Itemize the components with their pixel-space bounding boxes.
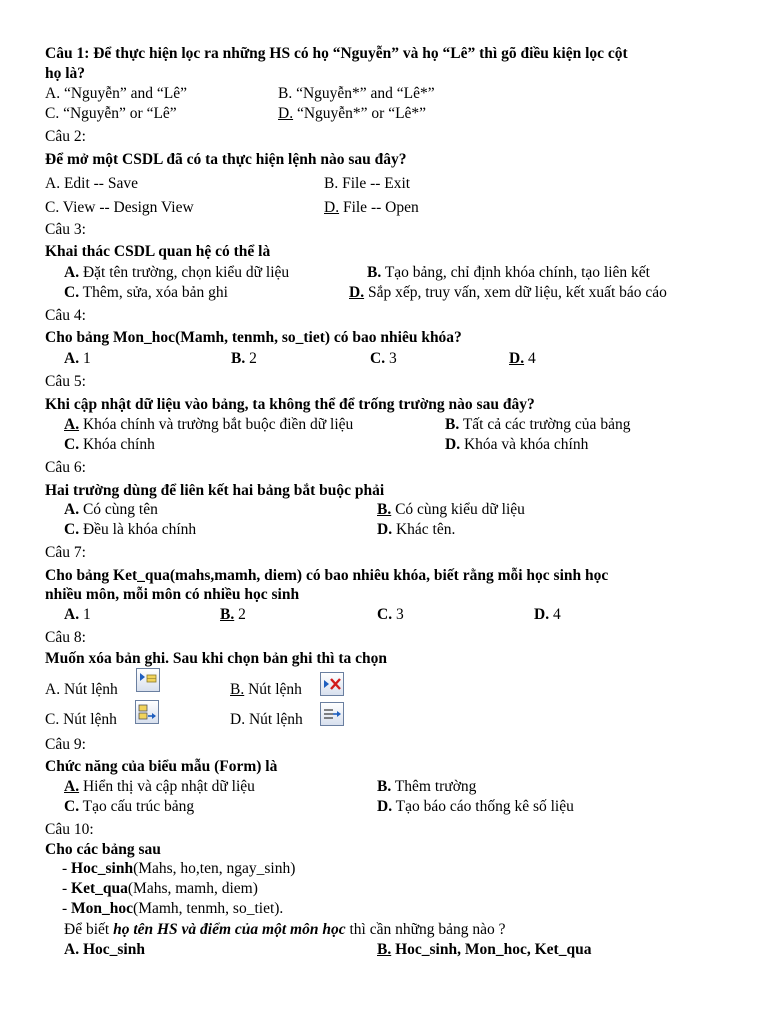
q5-stem: Khi cập nhật dữ liệu vào bảng, ta không thể để trống trường nào sau đây? [45, 396, 535, 413]
q3-option-b-letter: B. [367, 264, 382, 281]
q8-option-a: A. Nút lệnh [45, 681, 118, 698]
q7-option-a [64, 605, 91, 624]
q6-option-a-letter: A. [64, 501, 80, 518]
q4-option-a [64, 349, 91, 368]
q10-question-pre: Để biết [64, 921, 114, 938]
q3-option-d-letter: D. [349, 284, 365, 301]
q1-option-d-letter: D. [278, 105, 294, 122]
q2-option-a: A. Edit -- Save [45, 175, 138, 192]
q10-option-a: A. Hoc_sinh [64, 941, 145, 958]
q7-stem-line1: Cho bảng Ket_qua(mahs,mamh, diem) có bao nhiêu khóa, biết rằng mỗi học sinh học [45, 567, 609, 584]
q6-option-b-letter: B. [377, 501, 392, 518]
q10-option-b-text: Hoc_sinh, Mon_hoc, Ket_qua [391, 941, 592, 958]
q9-option-c-text: Tạo cấu trúc bảng [79, 798, 195, 815]
q1-option-b: B. “Nguyễn*” and “Lê*” [278, 85, 435, 102]
q7-option-c [377, 605, 404, 624]
q6-option-d [377, 520, 455, 539]
q10-table-hoc-sinh-fields: (Mahs, ho,ten, ngay_sinh) [133, 860, 296, 877]
q8-option-d: D. Nút lệnh [230, 711, 303, 728]
q5-option-d [445, 435, 588, 454]
q3-option-c-text: Thêm, sửa, xóa bản ghi [79, 284, 228, 301]
q10-table-ket-qua-name: Ket_qua [71, 880, 128, 897]
record-selector-icon [136, 668, 160, 692]
q1-stem-line2: họ là? [45, 65, 86, 82]
q10-table-mon-hoc-name: Mon_hoc [71, 900, 134, 917]
q5-option-a-letter: A. [64, 416, 80, 433]
q8-stem: Muốn xóa bản ghi. Sau khi chọn bản ghi thì ta chọn [45, 650, 387, 667]
q10-table-mon-hoc: - Mon_hoc(Mamh, tenmh, so_tiet). [62, 900, 284, 917]
q4-option-d [509, 349, 536, 368]
q2-option-b: B. File -- Exit [324, 175, 411, 192]
q5-option-c-text: Khóa chính [79, 436, 155, 453]
q6-stem: Hai trường dùng để liên kết hai bảng bắt buộc phải [45, 482, 385, 499]
q10-table-ket-qua: - Ket_qua(Mahs, mamh, diem) [62, 880, 258, 897]
q7-label: Câu 7: [45, 544, 86, 561]
q5-option-d-text: Khóa và khóa chính [460, 436, 589, 453]
q7-option-a-text: 1 [79, 606, 91, 623]
q3-option-c-letter: C. [64, 284, 80, 301]
q10-table-mon-hoc-fields: (Mamh, tenmh, so_tiet). [133, 900, 284, 917]
q6-option-a-text: Có cùng tên [79, 501, 158, 518]
q4-option-d-letter: D. [509, 350, 525, 367]
q9-option-b-letter: B. [377, 778, 392, 795]
q6-option-c-text: Đều là khóa chính [79, 521, 197, 538]
q3-label: Câu 3: [45, 221, 86, 238]
q7-option-c-text: 3 [392, 606, 404, 623]
q5-option-b [445, 415, 630, 434]
q4-option-c-letter: C. [370, 350, 386, 367]
q10-table-hoc-sinh-name: Hoc_sinh [71, 860, 134, 877]
q8-option-b-text: Nút lệnh [244, 681, 302, 698]
q9-option-b-text: Thêm trường [391, 778, 477, 795]
q10-label: Câu 10: [45, 821, 94, 838]
q7-option-d-text: 4 [549, 606, 561, 623]
q6-option-b [377, 500, 525, 519]
q4-option-c-text: 3 [385, 350, 397, 367]
q1-stem-line1: Câu 1: Để thực hiện lọc ra những HS có họ “Nguyễn” và họ “Lê” thì gõ điều kiện lọc cột [45, 45, 628, 62]
q4-option-c [370, 349, 397, 368]
q4-option-d-text: 4 [524, 350, 536, 367]
q4-option-b-text: 2 [245, 350, 257, 367]
q8-option-b-letter: B. [230, 681, 245, 698]
q10-option-b [377, 940, 591, 959]
q5-option-a-text: Khóa chính và trường bắt buộc điền dữ liệu [79, 416, 354, 433]
q1-option-c: C. “Nguyễn” or “Lê” [45, 105, 177, 122]
q5-label: Câu 5: [45, 373, 86, 390]
q5-option-b-text: Tất cả các trường của bảng [459, 416, 631, 433]
q9-option-a [64, 777, 255, 796]
q9-label: Câu 9: [45, 736, 86, 753]
q9-option-d [377, 797, 574, 816]
q1-option-d [278, 104, 426, 123]
q4-label: Câu 4: [45, 307, 86, 324]
q3-option-a-text: Đặt tên trường, chọn kiểu dữ liệu [79, 264, 290, 281]
q9-option-c-letter: C. [64, 798, 80, 815]
q4-option-a-letter: A. [64, 350, 80, 367]
q4-stem: Cho bảng Mon_hoc(Mamh, tenmh, so_tiet) có bao nhiêu khóa? [45, 329, 462, 346]
q7-option-b-letter: B. [220, 606, 235, 623]
q6-label: Câu 6: [45, 459, 86, 476]
q3-option-c [64, 283, 228, 302]
q9-option-c [64, 797, 194, 816]
q9-option-a-letter: A. [64, 778, 80, 795]
q9-option-b [377, 777, 476, 796]
q2-option-d-text: File -- Open [339, 199, 419, 216]
q10-option-b-letter: B. [377, 941, 392, 958]
q3-stem: Khai thác CSDL quan hệ có thể là [45, 243, 271, 260]
q5-option-b-letter: B. [445, 416, 460, 433]
q10-table-ket-qua-fields: (Mahs, mamh, diem) [127, 880, 258, 897]
q9-option-d-text: Tạo báo cáo thống kê số liệu [392, 798, 574, 815]
q10-stem: Cho các bảng sau [45, 841, 161, 858]
q7-stem-line2: nhiều môn, mỗi môn có nhiều học sinh [45, 586, 300, 603]
q2-stem: Để mở một CSDL đã có ta thực hiện lệnh nào sau đây? [45, 151, 407, 168]
q3-option-d [349, 283, 667, 302]
q5-option-a [64, 415, 353, 434]
q7-option-b-text: 2 [234, 606, 246, 623]
q6-option-d-letter: D. [377, 521, 393, 538]
q6-option-c [64, 520, 196, 539]
q4-option-b [231, 349, 257, 368]
q7-option-d-letter: D. [534, 606, 550, 623]
q2-option-d-letter: D. [324, 199, 340, 216]
q2-option-d [324, 198, 419, 217]
q3-option-a [64, 263, 289, 282]
q10-question-post: thì cần những bảng nào ? [345, 921, 506, 938]
q10-question [64, 920, 506, 939]
q6-option-c-letter: C. [64, 521, 80, 538]
q2-option-c: C. View -- Design View [45, 199, 194, 216]
q5-option-d-letter: D. [445, 436, 461, 453]
q1-option-d-text: “Nguyễn*” or “Lê*” [293, 105, 427, 122]
q9-option-d-letter: D. [377, 798, 393, 815]
delete-record-icon [320, 672, 344, 696]
q7-option-a-letter: A. [64, 606, 80, 623]
q3-option-b-text: Tạo bảng, chỉ định khóa chính, tạo liên kết [381, 264, 650, 281]
q9-stem: Chức năng của biểu mẫu (Form) là [45, 758, 278, 775]
q4-option-a-text: 1 [79, 350, 91, 367]
q7-option-d [534, 605, 561, 624]
q3-option-b [367, 263, 650, 282]
q7-option-b [220, 605, 246, 624]
q8-option-c: C. Nút lệnh [45, 711, 117, 728]
q3-option-a-letter: A. [64, 264, 80, 281]
q3-option-d-text: Sắp xếp, truy vấn, xem dữ liệu, kết xuất báo cáo [364, 284, 667, 301]
q6-option-d-text: Khác tên. [392, 521, 456, 538]
q2-label: Câu 2: [45, 128, 86, 145]
q9-option-a-text: Hiển thị và cập nhật dữ liệu [79, 778, 255, 795]
q5-option-c-letter: C. [64, 436, 80, 453]
q10-table-hoc-sinh: - Hoc_sinh(Mahs, ho,ten, ngay_sinh) [62, 860, 296, 877]
q8-label: Câu 8: [45, 629, 86, 646]
q5-option-c [64, 435, 155, 454]
q7-option-c-letter: C. [377, 606, 393, 623]
q4-option-b-letter: B. [231, 350, 246, 367]
q1-option-a: A. “Nguyễn” and “Lê” [45, 85, 188, 102]
q6-option-a [64, 500, 158, 519]
q10-question-emphasis: họ tên HS và điểm của một môn học [113, 921, 346, 938]
q8-option-b [230, 680, 302, 699]
goto-last-record-icon [320, 702, 344, 726]
q6-option-b-text: Có cùng kiểu dữ liệu [391, 501, 525, 518]
new-record-icon [135, 700, 159, 724]
